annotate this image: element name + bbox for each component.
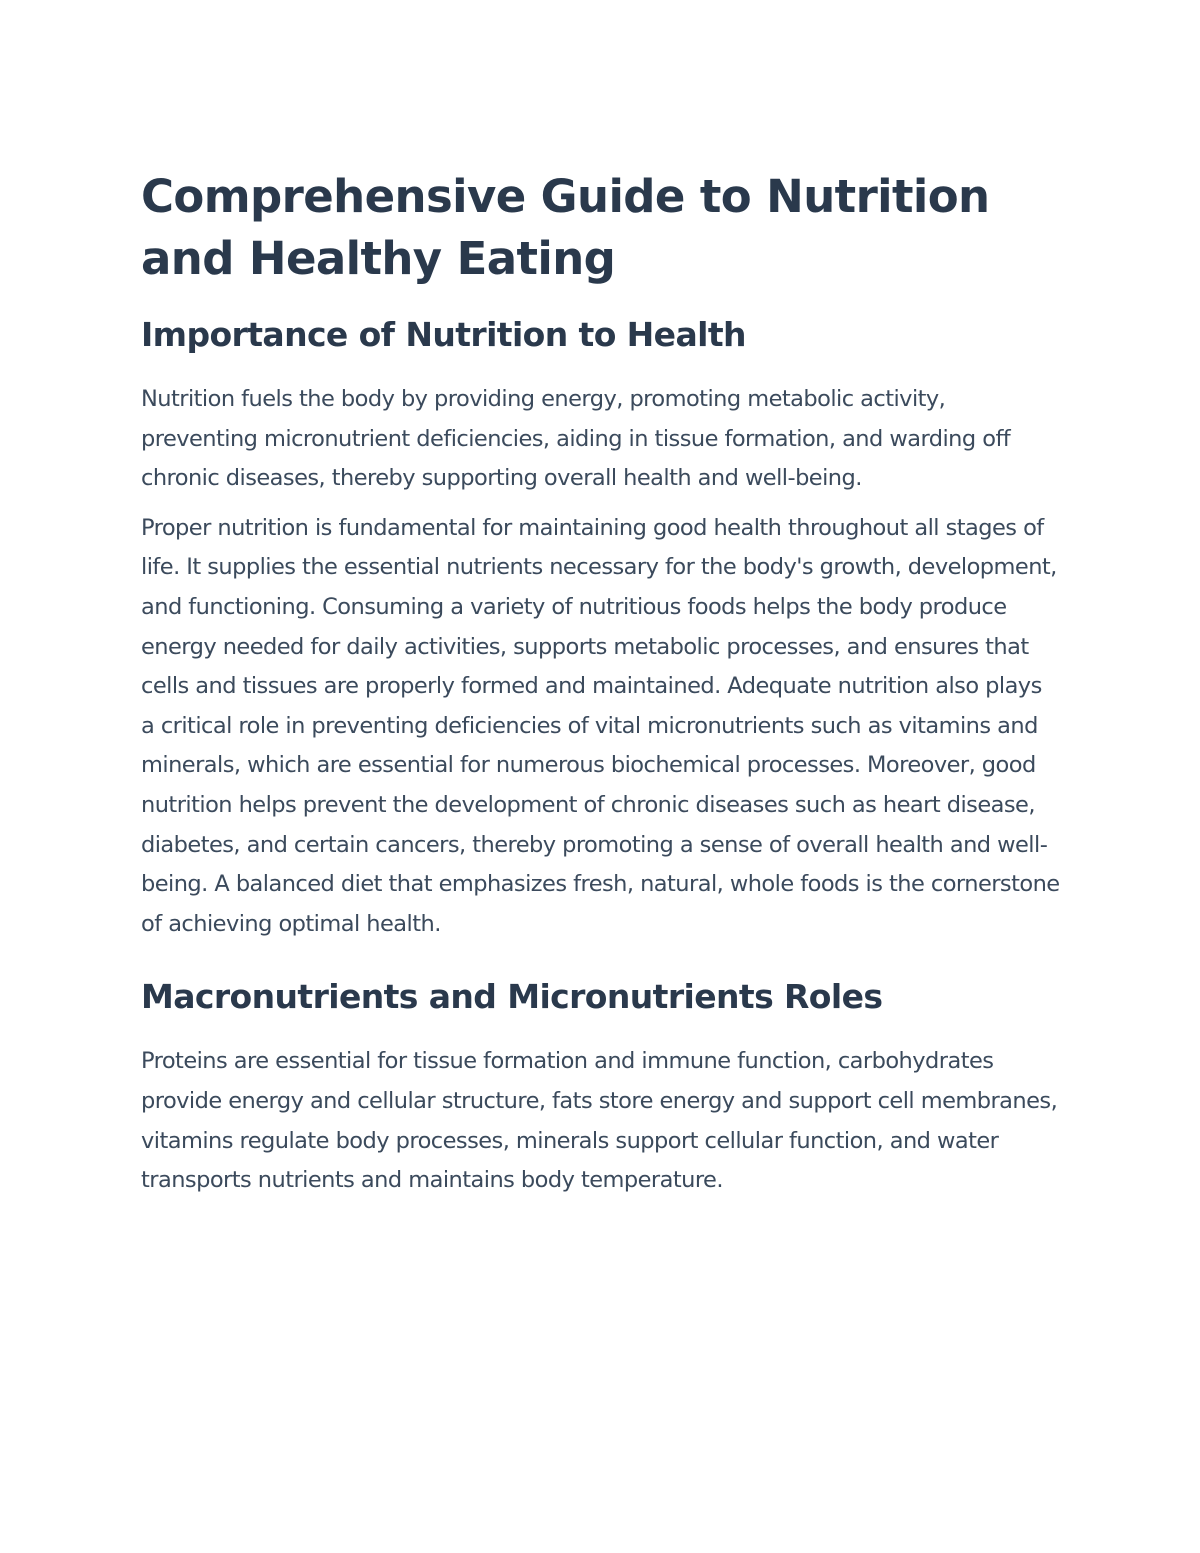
section-heading-macronutrients: Macronutrients and Micronutrients Roles <box>141 977 883 1017</box>
paragraph-nutrition-summary: Nutrition fuels the body by providing energy, promoting metabolic activity, preventing micronutrient deficiencies, aiding in tissue formation, and warding off chronic diseases, thereby supporting overall health and well-being. <box>141 386 1011 492</box>
paragraph-macronutrient-roles: Proteins are essential for tissue formation and immune function, carbohydrates provide energy and cellular structure, fats store energy and support cell membranes, vitamins regulate body processes, minerals support cellular function, and water transports nutrients and maintains body temperature. <box>141 1048 1058 1194</box>
paragraph-proper-nutrition: Proper nutrition is fundamental for maintaining good health throughout all stages of life. It supplies the essential nutrients necessary for the body's growth, development, and functioning. Consuming a variety of nutritious foods helps the body produce energy needed for daily activities, supports metabolic processes, and ensures that cells and tissues are properly formed and maintained. Adequate nutrition also plays a critical role in preventing deficiencies of vital micronutrients such as vitamins and minerals, which are essential for numerous biochemical processes. Moreover, good nutrition helps prevent the development of chronic diseases such as heart disease, diabetes, and certain cancers, thereby promoting a sense of overall health and well-being. A balanced diet that emphasizes fresh, natural, whole foods is the cornerstone of achieving optimal health. <box>141 514 1060 937</box>
document-page <box>141 166 1061 1211</box>
section-heading-importance: Importance of Nutrition to Health <box>141 315 746 354</box>
document-title: Comprehensive Guide to Nutrition and Healthy Eating <box>141 170 990 285</box>
section-macronutrients-micronutrients <box>141 974 1061 1200</box>
section-importance-of-nutrition <box>141 312 1061 944</box>
